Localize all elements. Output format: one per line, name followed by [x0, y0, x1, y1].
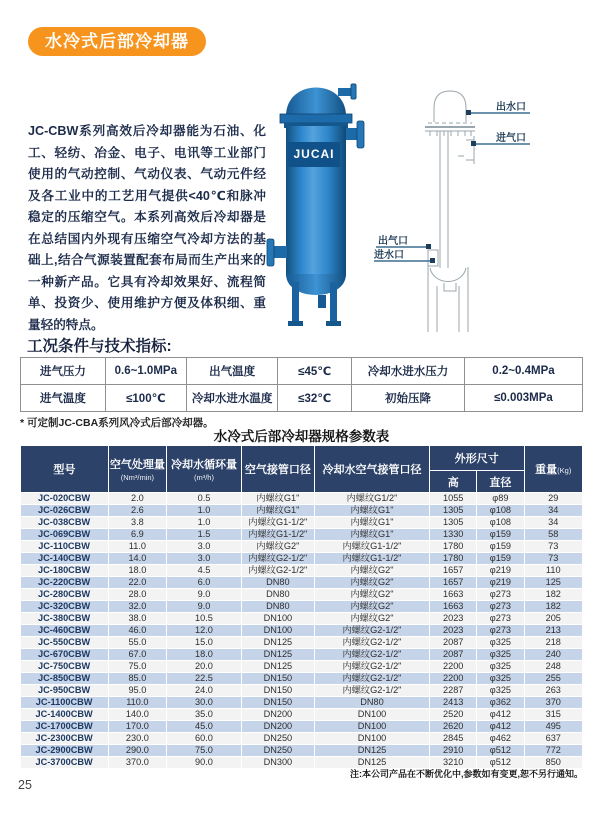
spec-model-cell: JC-950CBW [21, 685, 109, 697]
spec-value-cell: DN150 [241, 685, 314, 697]
spec-header-diameter: 直径 [477, 471, 524, 493]
spec-row [21, 709, 583, 721]
conditions-footnote: * 可定制JC-CBA系列风冷式后部冷却器。 [20, 417, 214, 429]
spec-model-cell: JC-020CBW [21, 493, 109, 505]
spec-value-cell: 370 [524, 697, 583, 709]
spec-value-cell: DN100 [314, 733, 429, 745]
spec-value-cell: 2200 [430, 673, 477, 685]
spec-value-cell: 73 [524, 541, 583, 553]
spec-value-cell: 1657 [430, 565, 477, 577]
spec-value-cell: φ325 [477, 685, 524, 697]
spec-value-cell: 内螺纹G2-1/2" [314, 661, 429, 673]
spec-value-cell: DN100 [314, 709, 429, 721]
spec-value-cell: 1305 [430, 505, 477, 517]
spec-value-cell: φ108 [477, 505, 524, 517]
conditions-cell: ≤100℃ [105, 385, 186, 412]
spec-header-water-flow-label: 冷却水循环量 [170, 459, 237, 471]
spec-value-cell: DN125 [314, 745, 429, 757]
spec-row [21, 649, 583, 661]
spec-value-cell: 内螺纹G1" [314, 529, 429, 541]
spec-value-cell: 内螺纹G2" [314, 577, 429, 589]
spec-value-cell: 11.0 [108, 541, 166, 553]
spec-value-cell: 73 [524, 553, 583, 565]
spec-value-cell: 46.0 [108, 625, 166, 637]
spec-value-cell: DN250 [241, 745, 314, 757]
spec-value-cell: 230.0 [108, 733, 166, 745]
spec-value-cell: 55.0 [108, 637, 166, 649]
spec-value-cell: 6.9 [108, 529, 166, 541]
spec-value-cell: 95.0 [108, 685, 166, 697]
spec-row [21, 613, 583, 625]
spec-table [20, 445, 583, 769]
spec-model-cell: JC-110CBW [21, 541, 109, 553]
spec-model-cell: JC-280CBW [21, 589, 109, 601]
spec-header-air-flow [108, 446, 166, 493]
spec-value-cell: 内螺纹G1-1/2" [241, 529, 314, 541]
spec-value-cell: 32.0 [108, 601, 166, 613]
conditions-heading: 工况条件与技术指标: [27, 338, 172, 355]
conditions-cell: 初始压降 [351, 385, 464, 412]
spec-header-air-flow-label: 空气处理量 [109, 459, 165, 471]
diagram-label-water-inlet: 进水口 [374, 250, 404, 261]
spec-value-cell: 263 [524, 685, 583, 697]
spec-model-cell: JC-2300CBW [21, 733, 109, 745]
spec-value-cell: 1.0 [167, 517, 242, 529]
spec-value-cell: DN125 [241, 661, 314, 673]
spec-value-cell: φ325 [477, 673, 524, 685]
spec-row [21, 661, 583, 673]
spec-value-cell: 30.0 [167, 697, 242, 709]
spec-value-cell: 1.5 [167, 529, 242, 541]
spec-row [21, 529, 583, 541]
spec-value-cell: 255 [524, 673, 583, 685]
spec-value-cell: 125 [524, 577, 583, 589]
spec-value-cell: 38.0 [108, 613, 166, 625]
spec-value-cell: 1305 [430, 517, 477, 529]
spec-model-cell: JC-1700CBW [21, 721, 109, 733]
spec-value-cell: DN125 [241, 649, 314, 661]
spec-value-cell: 14.0 [108, 553, 166, 565]
spec-value-cell: 290.0 [108, 745, 166, 757]
spec-value-cell: φ362 [477, 697, 524, 709]
spec-value-cell: 内螺纹G1-1/2" [314, 553, 429, 565]
spec-value-cell: φ412 [477, 721, 524, 733]
spec-header-water-port: 冷却水空气接管口径 [314, 446, 429, 493]
spec-value-cell: φ89 [477, 493, 524, 505]
spec-value-cell: φ219 [477, 565, 524, 577]
spec-value-cell: 34 [524, 517, 583, 529]
spec-value-cell: 3.0 [167, 553, 242, 565]
spec-row [21, 505, 583, 517]
spec-value-cell: φ325 [477, 637, 524, 649]
spec-value-cell: 218 [524, 637, 583, 649]
spec-value-cell: φ273 [477, 601, 524, 613]
conditions-cell: ≤45℃ [278, 358, 352, 385]
technical-diagram [340, 70, 603, 332]
diagram-label-water-outlet: 出水口 [496, 102, 526, 113]
spec-value-cell: 22.5 [167, 673, 242, 685]
spec-model-cell: JC-460CBW [21, 625, 109, 637]
spec-value-cell: 内螺纹G2" [241, 541, 314, 553]
spec-row [21, 577, 583, 589]
spec-value-cell: φ108 [477, 517, 524, 529]
spec-value-cell: 3.0 [167, 541, 242, 553]
spec-value-cell: 内螺纹G2-1/2" [314, 685, 429, 697]
spec-value-cell: φ512 [477, 757, 524, 769]
spec-value-cell: 内螺纹G2-1/2" [241, 565, 314, 577]
conditions-cell: 进气温度 [21, 385, 106, 412]
spec-model-cell: JC-069CBW [21, 529, 109, 541]
spec-value-cell: φ159 [477, 553, 524, 565]
spec-value-cell: 60.0 [167, 733, 242, 745]
spec-table-title: 水冷式后部冷却器规格参数表 [213, 429, 390, 444]
spec-value-cell: φ159 [477, 529, 524, 541]
spec-value-cell: 35.0 [167, 709, 242, 721]
spec-value-cell: 内螺纹G2-1/2" [241, 553, 314, 565]
spec-value-cell: 3.8 [108, 517, 166, 529]
spec-value-cell: 110.0 [108, 697, 166, 709]
spec-value-cell: 45.0 [167, 721, 242, 733]
conditions-cell: 冷却水进水温度 [186, 385, 278, 412]
spec-value-cell: 75.0 [108, 661, 166, 673]
spec-value-cell: 182 [524, 601, 583, 613]
conditions-cell: 0.2~0.4MPa [464, 358, 582, 385]
conditions-cell: 冷却水进水压力 [351, 358, 464, 385]
spec-value-cell: φ512 [477, 745, 524, 757]
conditions-table-body [21, 358, 583, 412]
spec-value-cell: 170.0 [108, 721, 166, 733]
spec-value-cell: 15.0 [167, 637, 242, 649]
spec-value-cell: 1663 [430, 601, 477, 613]
spec-value-cell: 1330 [430, 529, 477, 541]
spec-model-cell: JC-220CBW [21, 577, 109, 589]
spec-value-cell: 205 [524, 613, 583, 625]
spec-header-air-port: 空气接管口径 [241, 446, 314, 493]
spec-value-cell: φ219 [477, 577, 524, 589]
spec-value-cell: 2413 [430, 697, 477, 709]
spec-value-cell: φ325 [477, 661, 524, 673]
spec-value-cell: DN300 [241, 757, 314, 769]
spec-value-cell: 4.5 [167, 565, 242, 577]
spec-value-cell: 内螺纹G1-1/2" [314, 541, 429, 553]
spec-value-cell: 75.0 [167, 745, 242, 757]
conditions-cell: 出气温度 [186, 358, 278, 385]
spec-value-cell: 18.0 [108, 565, 166, 577]
spec-value-cell: 内螺纹G1" [314, 517, 429, 529]
spec-model-cell: JC-3700CBW [21, 757, 109, 769]
spec-model-cell: JC-1400CBW [21, 709, 109, 721]
spec-header-air-flow-unit: (Nm³/min) [120, 473, 155, 482]
spec-value-cell: 2845 [430, 733, 477, 745]
spec-row [21, 733, 583, 745]
spec-model-cell: JC-1100CBW [21, 697, 109, 709]
spec-value-cell: 0.5 [167, 493, 242, 505]
spec-header-weight-label: 重量 [535, 464, 558, 476]
conditions-cell: 0.6~1.0MPa [105, 358, 186, 385]
spec-value-cell: 248 [524, 661, 583, 673]
spec-model-cell: JC-850CBW [21, 673, 109, 685]
spec-value-cell: 内螺纹G2-1/2" [314, 637, 429, 649]
spec-value-cell: 2087 [430, 637, 477, 649]
spec-model-cell: JC-140CBW [21, 553, 109, 565]
spec-value-cell: 140.0 [108, 709, 166, 721]
brand-label: JUCAI [288, 142, 340, 167]
spec-value-cell: 内螺纹G1" [314, 505, 429, 517]
spec-model-cell: JC-038CBW [21, 517, 109, 529]
spec-value-cell: 58 [524, 529, 583, 541]
spec-row [21, 517, 583, 529]
spec-value-cell: DN80 [241, 601, 314, 613]
spec-value-cell: 内螺纹G2" [314, 565, 429, 577]
spec-value-cell: DN125 [241, 637, 314, 649]
conditions-row [21, 358, 583, 385]
spec-value-cell: 637 [524, 733, 583, 745]
spec-value-cell: 1663 [430, 589, 477, 601]
spec-value-cell: DN100 [241, 613, 314, 625]
spec-value-cell: 内螺纹G1" [241, 505, 314, 517]
spec-row [21, 625, 583, 637]
spec-value-cell: 34 [524, 505, 583, 517]
spec-value-cell: 67.0 [108, 649, 166, 661]
spec-value-cell: φ412 [477, 709, 524, 721]
spec-row [21, 637, 583, 649]
spec-header-height: 高 [430, 471, 477, 493]
spec-value-cell: DN200 [241, 721, 314, 733]
spec-value-cell: 28.0 [108, 589, 166, 601]
spec-value-cell: DN80 [241, 577, 314, 589]
spec-row [21, 745, 583, 757]
spec-value-cell: 110 [524, 565, 583, 577]
spec-value-cell: 2200 [430, 661, 477, 673]
spec-row [21, 589, 583, 601]
spec-row [21, 493, 583, 505]
spec-header-model: 型号 [21, 446, 109, 493]
spec-model-cell: JC-550CBW [21, 637, 109, 649]
spec-value-cell: DN100 [314, 721, 429, 733]
spec-value-cell: 29 [524, 493, 583, 505]
spec-header-weight [524, 446, 583, 493]
spec-header-water-flow [167, 446, 242, 493]
spec-value-cell: 2520 [430, 709, 477, 721]
spec-value-cell: 2087 [430, 649, 477, 661]
spec-value-cell: φ159 [477, 541, 524, 553]
spec-value-cell: 12.0 [167, 625, 242, 637]
spec-value-cell: 1055 [430, 493, 477, 505]
spec-row [21, 565, 583, 577]
spec-value-cell: 2.0 [108, 493, 166, 505]
spec-value-cell: φ273 [477, 625, 524, 637]
spec-value-cell: 1657 [430, 577, 477, 589]
spec-value-cell: DN125 [314, 757, 429, 769]
spec-value-cell: 240 [524, 649, 583, 661]
spec-value-cell: 3210 [430, 757, 477, 769]
spec-model-cell: JC-180CBW [21, 565, 109, 577]
spec-value-cell: 内螺纹G2-1/2" [314, 649, 429, 661]
spec-row [21, 541, 583, 553]
spec-value-cell: φ273 [477, 613, 524, 625]
page-title-badge: 水冷式后部冷却器 [28, 27, 206, 56]
intro-paragraph: JC-CBW系列高效后冷却器能为石油、化工、轻纺、冶金、电子、电讯等工业部门使用的气动控制、气动仪表、气动元件经及各工业中的工艺用气提供<40℃和脉冲稳定的压缩空气。本系列高效后冷却器是在总结国内外现有压缩空气冷却方法的基础上,结合气源装置配套布局而生产出来的一种新产品。它具有冷却效果好、流程简单、投资少、使用维护方便及体积细、重量轻的特点。 [28, 124, 266, 332]
spec-row [21, 601, 583, 613]
spec-value-cell: 内螺纹G2" [314, 613, 429, 625]
spec-value-cell: 85.0 [108, 673, 166, 685]
spec-header-dimensions: 外形尺寸 [430, 446, 524, 471]
spec-value-cell: 内螺纹G1-1/2" [241, 517, 314, 529]
spec-row [21, 553, 583, 565]
spec-value-cell: 2023 [430, 625, 477, 637]
spec-model-cell: JC-026CBW [21, 505, 109, 517]
spec-header-water-flow-unit: (m³/h) [193, 473, 214, 482]
diagram-label-air-inlet: 进气口 [496, 133, 526, 144]
conditions-table [20, 357, 583, 412]
spec-value-cell: 22.0 [108, 577, 166, 589]
spec-table-note: 注:本公司产品在不断优化中,参数如有变更,恕不另行通知。 [350, 769, 583, 779]
spec-value-cell: 内螺纹G2" [314, 601, 429, 613]
page-number: 25 [18, 778, 32, 792]
spec-value-cell: 1.0 [167, 505, 242, 517]
spec-model-cell: JC-670CBW [21, 649, 109, 661]
conditions-cell: ≤32℃ [278, 385, 352, 412]
diagram-label-air-outlet: 出气口 [378, 236, 408, 247]
spec-row [21, 721, 583, 733]
spec-value-cell: 2910 [430, 745, 477, 757]
spec-value-cell: 2287 [430, 685, 477, 697]
spec-value-cell: 24.0 [167, 685, 242, 697]
spec-value-cell: DN200 [241, 709, 314, 721]
spec-value-cell: 内螺纹G1" [241, 493, 314, 505]
spec-value-cell: 6.0 [167, 577, 242, 589]
spec-value-cell: DN80 [241, 589, 314, 601]
spec-model-cell: JC-2900CBW [21, 745, 109, 757]
spec-row [21, 673, 583, 685]
spec-value-cell: 10.5 [167, 613, 242, 625]
conditions-row [21, 385, 583, 412]
spec-value-cell: 370.0 [108, 757, 166, 769]
spec-value-cell: 2023 [430, 613, 477, 625]
spec-table-head [21, 446, 583, 493]
spec-value-cell: DN100 [241, 625, 314, 637]
spec-value-cell: 1780 [430, 541, 477, 553]
vessel-outline-icon [340, 70, 603, 332]
spec-value-cell: 18.0 [167, 649, 242, 661]
spec-table-body [21, 493, 583, 769]
spec-value-cell: 213 [524, 625, 583, 637]
spec-value-cell: 772 [524, 745, 583, 757]
spec-value-cell: DN150 [241, 697, 314, 709]
spec-model-cell: JC-750CBW [21, 661, 109, 673]
spec-value-cell: DN250 [241, 733, 314, 745]
conditions-cell: ≤0.003MPa [464, 385, 582, 412]
spec-value-cell: 内螺纹G2-1/2" [314, 625, 429, 637]
spec-model-cell: JC-320CBW [21, 601, 109, 613]
spec-value-cell: DN80 [314, 697, 429, 709]
spec-value-cell: DN150 [241, 673, 314, 685]
spec-value-cell: 2620 [430, 721, 477, 733]
spec-header-weight-unit: (Kg) [557, 466, 572, 475]
spec-value-cell: 内螺纹G1/2" [314, 493, 429, 505]
spec-value-cell: 495 [524, 721, 583, 733]
spec-value-cell: 内螺纹G2" [314, 589, 429, 601]
spec-value-cell: 90.0 [167, 757, 242, 769]
spec-row [21, 685, 583, 697]
spec-value-cell: 9.0 [167, 601, 242, 613]
spec-value-cell: φ325 [477, 649, 524, 661]
conditions-cell: 进气压力 [21, 358, 106, 385]
spec-value-cell: 315 [524, 709, 583, 721]
spec-value-cell: 9.0 [167, 589, 242, 601]
spec-value-cell: 850 [524, 757, 583, 769]
spec-value-cell: φ273 [477, 589, 524, 601]
spec-value-cell: 182 [524, 589, 583, 601]
spec-value-cell: φ462 [477, 733, 524, 745]
spec-value-cell: 1780 [430, 553, 477, 565]
spec-model-cell: JC-380CBW [21, 613, 109, 625]
spec-row [21, 697, 583, 709]
spec-value-cell: 2.6 [108, 505, 166, 517]
spec-value-cell: 20.0 [167, 661, 242, 673]
spec-value-cell: 内螺纹G2-1/2" [314, 673, 429, 685]
